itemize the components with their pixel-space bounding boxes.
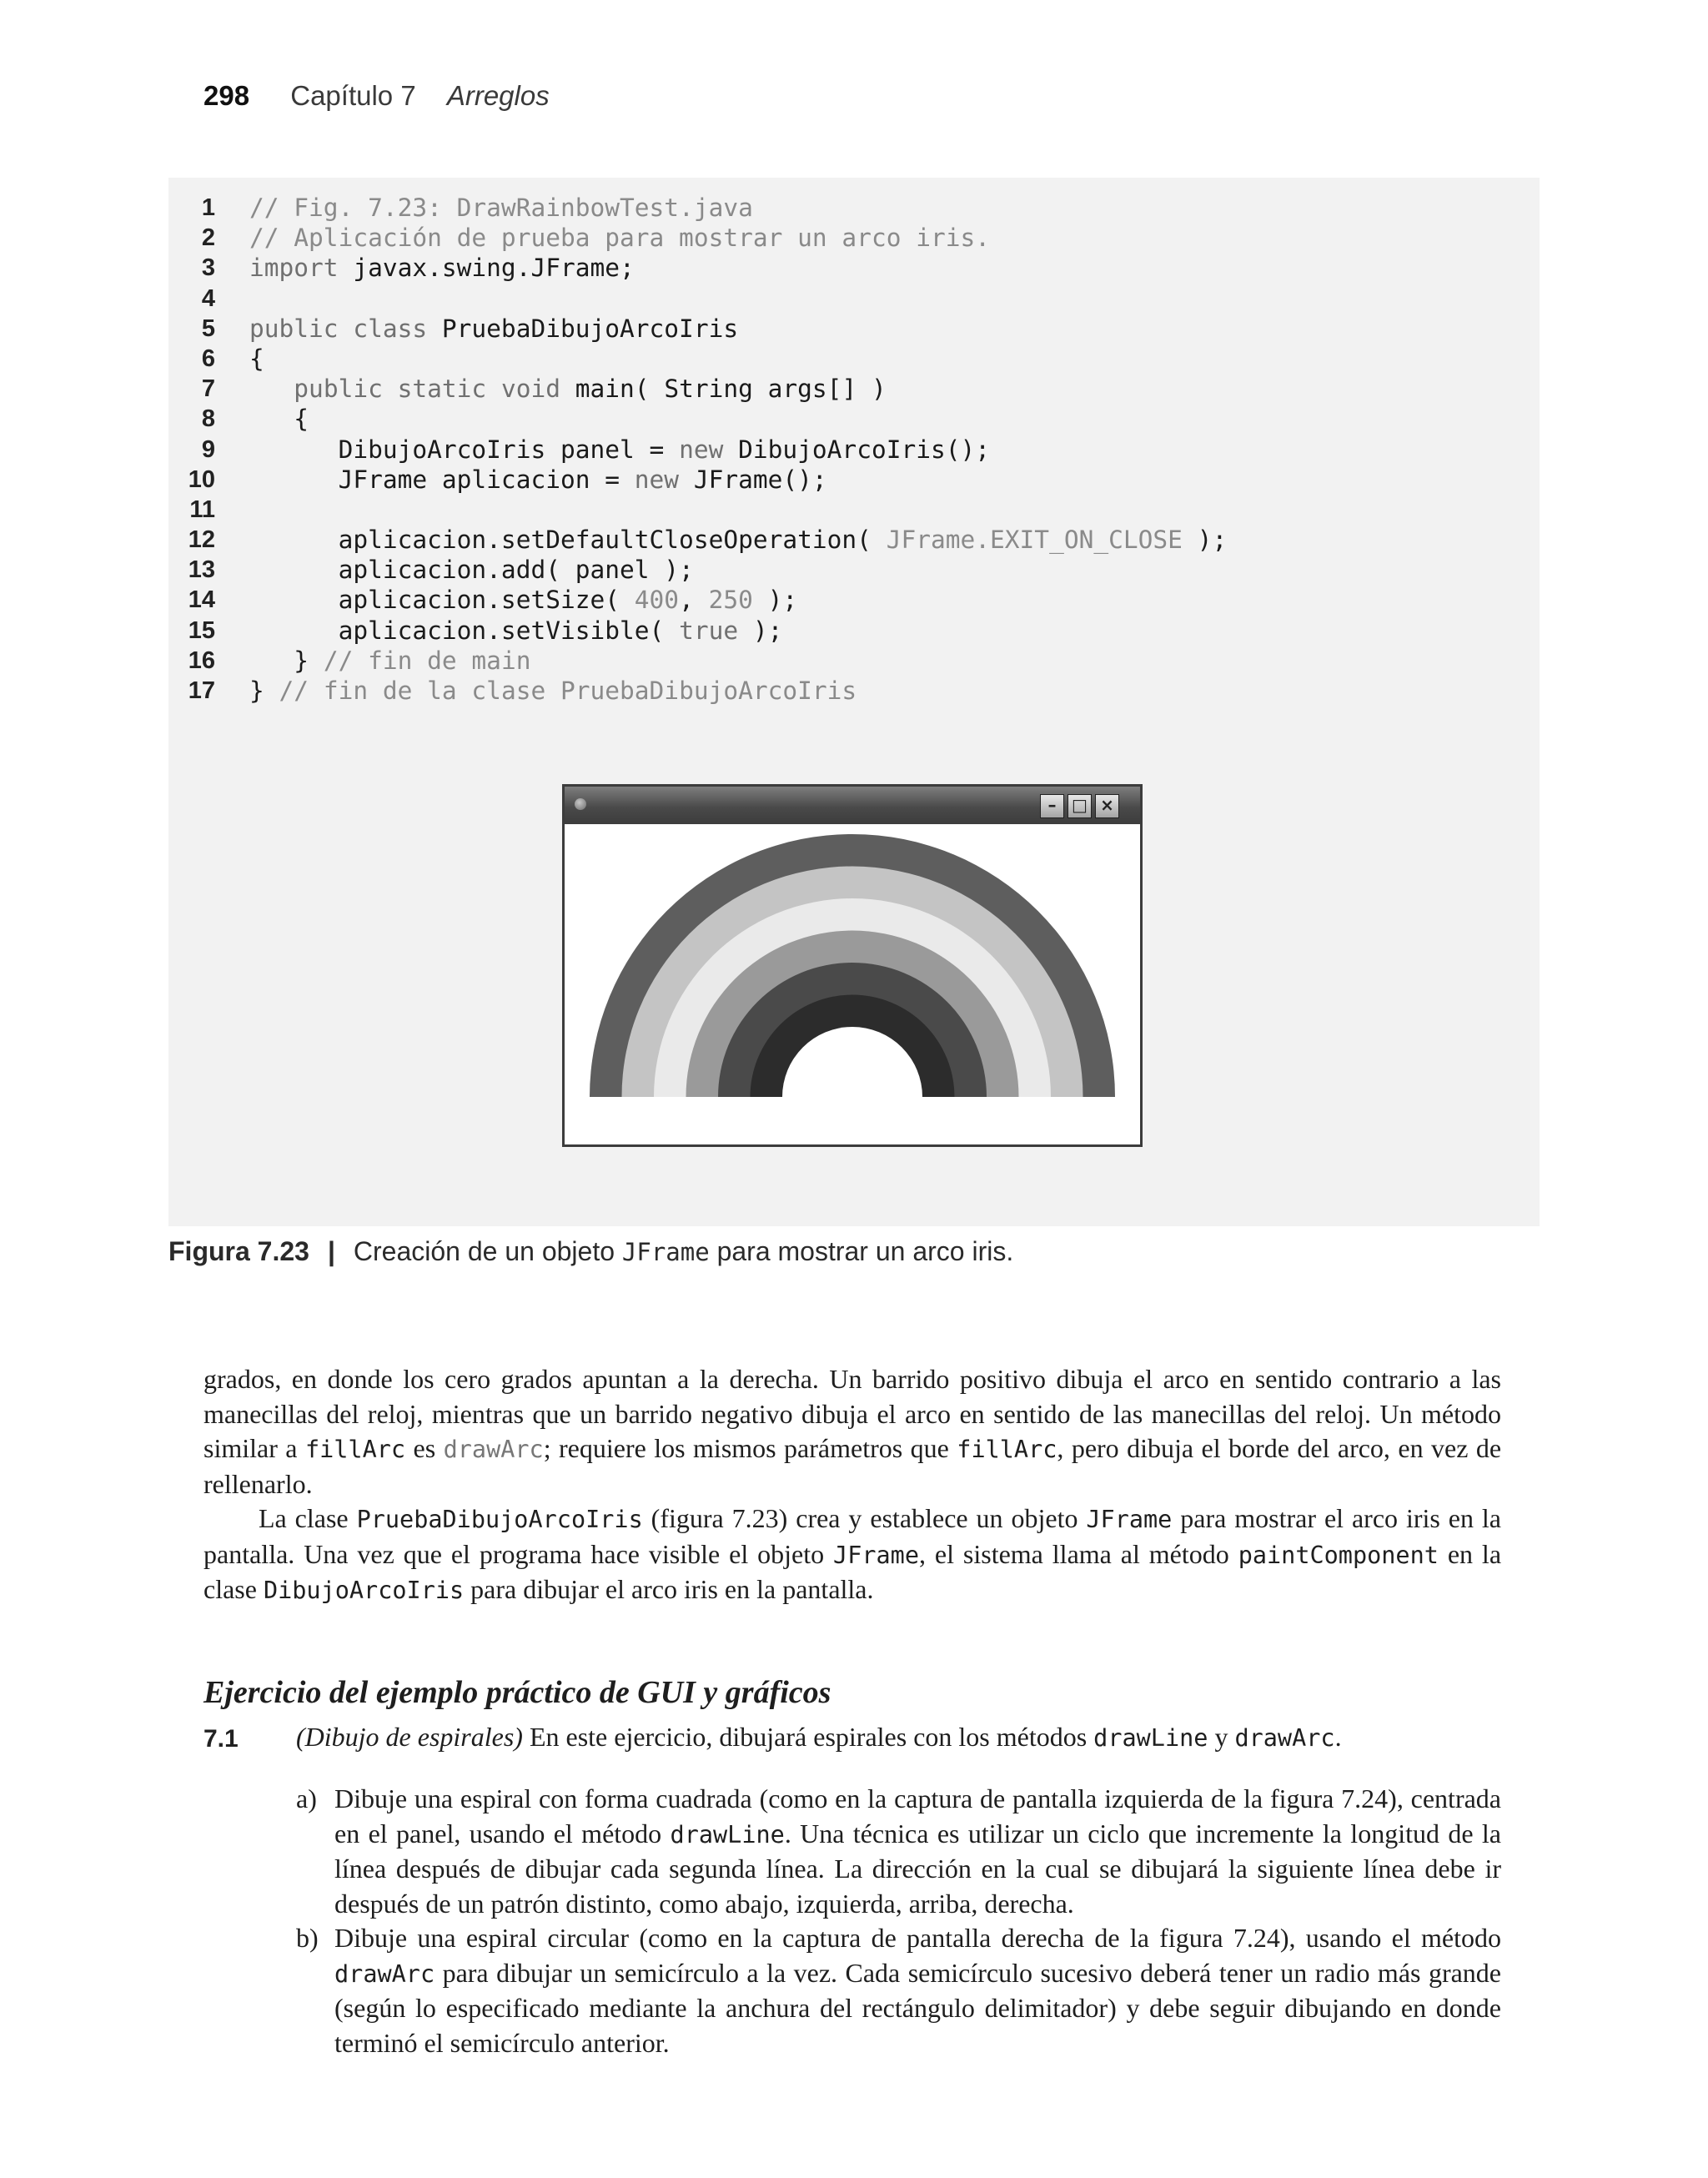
code-text: aplicacion.setSize( 400, 250 ); [249, 586, 798, 615]
minimize-button[interactable]: – [1040, 794, 1064, 818]
line-number: 13 [188, 556, 215, 584]
line-number: 5 [201, 314, 215, 342]
line-number: 8 [201, 405, 215, 433]
code-text: public static void main( String args[] ) [294, 375, 887, 404]
code-line [168, 404, 1540, 434]
line-number: 6 [201, 345, 215, 372]
item-a-text-2: . Una técnica es utilizar un ciclo que incremente la longitud de la línea después de dibujar cada segunda línea. La dirección en la cual se dibujará la siguiente línea debe ir después de un patrón distinto, como abajo, izquierda, arriba, derecha. [334, 1818, 1501, 1919]
code-line [168, 344, 1540, 374]
code-line [168, 193, 1540, 223]
exercise-number: 7.1 [203, 1725, 239, 1753]
line-number: 7 [201, 375, 215, 403]
code-line [168, 223, 1540, 253]
code-listing-box [168, 178, 1540, 1226]
code-line [168, 284, 1540, 314]
close-button[interactable]: × [1095, 794, 1119, 818]
line-number: 16 [188, 646, 215, 674]
item-a-text-1: Dibuje una espiral con forma cuadrada (como en la captura de pantalla izquierda de la figura 7.24), centrada en el panel, usando el método [334, 1783, 1501, 1849]
p2-text-6: para dibujar el arco iris en la pantalla. [464, 1574, 874, 1605]
p2-code-4: paintComponent [1238, 1541, 1439, 1569]
code-text: aplicacion.setDefaultCloseOperation( JFrame.EXIT_ON_CLOSE ); [249, 526, 1228, 555]
java-app-icon [575, 798, 586, 810]
code-listing [168, 193, 1540, 706]
caption-separator: | [327, 1236, 335, 1266]
code-line [168, 585, 1540, 615]
code-text: { [249, 344, 264, 373]
exercise-code-drawarc: drawArc [1234, 1724, 1335, 1752]
rainbow-window [562, 784, 1143, 1147]
code-text: } // fin de main [249, 646, 531, 675]
line-number: 15 [188, 616, 215, 644]
section-title: Ejercicio del ejemplo práctico de GUI y gráficos [203, 1675, 831, 1710]
code-text: public class PruebaDibujoArcoIris [249, 314, 739, 343]
code-line [168, 495, 1540, 525]
line-number: 4 [201, 284, 215, 312]
line-number: 17 [188, 677, 215, 704]
chapter-label: Capítulo 7 [290, 80, 416, 111]
rainbow-panel [565, 824, 1140, 1144]
p2-code-5: DibujoArcoIris [263, 1577, 465, 1605]
code-line [168, 253, 1540, 283]
window-titlebar[interactable] [565, 787, 1140, 824]
exercise-intro-end: . [1334, 1722, 1342, 1752]
p2-code-3: JFrame [833, 1541, 919, 1569]
exercise-code-drawline: drawLine [1093, 1724, 1208, 1752]
figure-label: Figura 7.23 [168, 1236, 309, 1266]
p1-text-3: ; requiere los mismos parámetros que [543, 1433, 957, 1464]
p1-text-1: grados, en donde los cero grados apuntan a la derecha. Un barrido positivo dibuja el arco en sentido contrario a las manecillas del reloj, mientras que un barrido negativo dibuja el arco en sentido de las manecillas del reloj. Un método similar a [203, 1364, 1501, 1464]
code-line [168, 616, 1540, 646]
exercise-intro-text: En este ejercicio, dibujará espirales con los métodos [522, 1722, 1094, 1752]
p2-text-1: La clase [259, 1503, 357, 1533]
page-header [203, 80, 550, 112]
code-text: { [249, 405, 309, 434]
code-text: import javax.swing.JFrame; [249, 254, 635, 283]
exercise-item-b [296, 1921, 1501, 2060]
line-number: 2 [201, 224, 215, 252]
exercise-item-a [296, 1782, 1501, 1921]
line-number: 10 [188, 465, 215, 493]
maximize-button[interactable]: □ [1068, 794, 1092, 818]
p1-code-fillarc: fillArc [304, 1436, 406, 1464]
p2-code-2: JFrame [1086, 1506, 1173, 1533]
p2-text-3: para mostrar el arco iris en la pantalla. Una vez que el programa hace visible el objeto [203, 1503, 1502, 1569]
item-a-code: drawLine [670, 1820, 785, 1849]
line-number: 9 [201, 435, 215, 463]
code-text: } // fin de la clase PruebaDibujoArcoIris [249, 677, 857, 705]
chapter-title: Arreglos [446, 80, 550, 111]
line-number: 12 [188, 526, 215, 554]
line-number: 14 [188, 586, 215, 614]
p2-text-5: en la clase [203, 1538, 1502, 1605]
code-line [168, 374, 1540, 404]
p1-code-fillarc-2: fillArc [957, 1436, 1057, 1464]
exercise-intro [296, 1722, 1342, 1753]
item-a-label: a) [296, 1783, 317, 1813]
exercise-intro-mid: y [1208, 1722, 1235, 1752]
exercise-title: (Dibujo de espirales) [296, 1722, 523, 1752]
item-b-code: drawArc [334, 1959, 435, 1988]
p1-text-4: , pero dibuja el borde del arco, en vez de rellenarlo. [203, 1433, 1502, 1499]
p1-text-2: es [405, 1433, 444, 1464]
code-text: JFrame aplicacion = new JFrame(); [249, 465, 827, 494]
code-text: DibujoArcoIris panel = new DibujoArcoIris(); [249, 435, 991, 464]
code-line [168, 676, 1540, 706]
caption-code: JFrame [621, 1238, 710, 1266]
code-line [168, 314, 1540, 344]
item-b-text-1: Dibuje una espiral circular (como en la captura de pantalla derecha de la figura 7.24), usando el método [334, 1923, 1501, 1953]
code-text: // Fig. 7.23: DrawRainbowTest.java [249, 194, 753, 222]
code-text: // Aplicación de prueba para mostrar un arco iris. [249, 224, 991, 253]
code-line [168, 555, 1540, 585]
p1-code-drawarc: drawArc [443, 1436, 544, 1464]
line-number: 1 [201, 194, 215, 221]
code-line [168, 525, 1540, 555]
paragraph-1 [203, 1362, 1501, 1501]
code-line [168, 646, 1540, 676]
line-number: 11 [189, 495, 215, 523]
code-text: aplicacion.add( panel ); [249, 556, 694, 585]
item-b-text-2: para dibujar un semicírculo a la vez. Cada semicírculo sucesivo deberá tener un radio más grande (según lo especificado mediante la anchura del rectángulo delimitador) y debe seguir dibujando en donde terminó el semicírculo anterior. [334, 1957, 1501, 2058]
caption-text-2: para mostrar un arco iris. [709, 1236, 1014, 1266]
code-text: aplicacion.setVisible( true ); [249, 616, 783, 645]
p2-text-4: , el sistema llama al método [918, 1538, 1238, 1569]
line-number: 3 [201, 254, 215, 282]
p2-code-1: PruebaDibujoArcoIris [356, 1506, 643, 1533]
code-line [168, 465, 1540, 495]
item-b-label: b) [296, 1923, 319, 1953]
p2-text-2: (figura 7.23) crea y establece un objeto [642, 1503, 1087, 1533]
page-number: 298 [203, 80, 250, 111]
figure-caption [168, 1236, 1013, 1267]
code-line [168, 435, 1540, 465]
paragraph-2 [203, 1501, 1501, 1608]
caption-text-1: Creación de un objeto [353, 1236, 622, 1266]
panel-background [565, 1097, 1140, 1144]
